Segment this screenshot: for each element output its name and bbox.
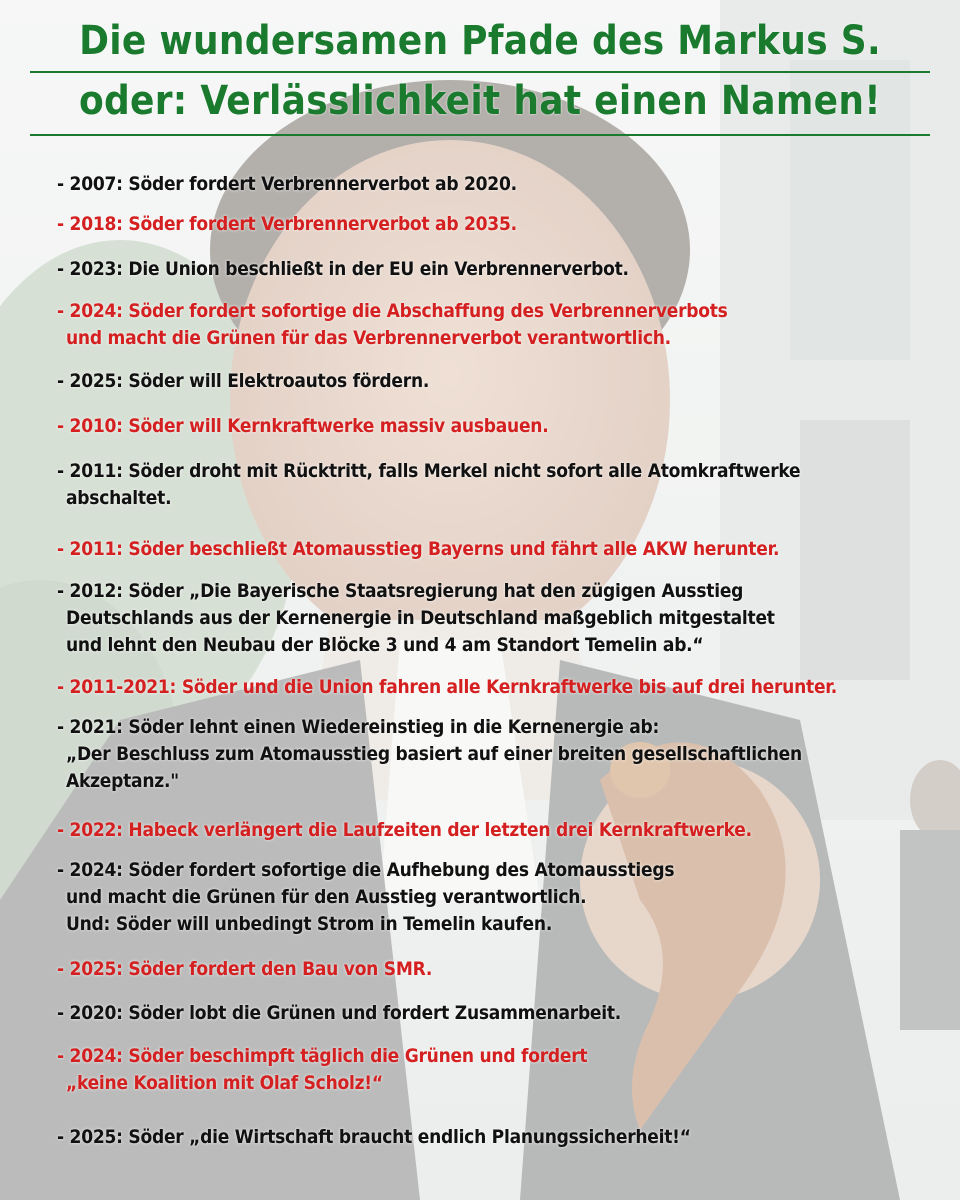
timeline-entry-line: Und: Söder will unbedingt Strom in Temelin kaufen. xyxy=(66,913,553,935)
timeline-entry xyxy=(57,956,947,983)
poster-title-line-1: Die wundersamen Pfade des Markus S. xyxy=(79,18,881,64)
poster-title-line-2: oder: Verlässlichkeit hat einen Namen! xyxy=(78,78,882,124)
timeline-entry-line: - 2012: Söder „Die Bayerische Staatsregierung hat den zügigen Ausstieg xyxy=(57,580,744,602)
timeline-entry xyxy=(57,368,947,395)
timeline-entry xyxy=(57,536,947,563)
timeline-entry xyxy=(57,817,947,844)
timeline-entry-line: - 2011: Söder beschließt Atomausstieg Bayerns und fährt alle AKW herunter. xyxy=(57,538,780,560)
timeline-entry xyxy=(57,857,947,938)
timeline-entry-line: - 2020: Söder lobt die Grünen und fordert Zusammenarbeit. xyxy=(57,1002,622,1024)
timeline-entry-line: - 2025: Söder fordert den Bau von SMR. xyxy=(57,958,433,980)
timeline-entry xyxy=(57,578,947,659)
timeline-entry-line: - 2025: Söder will Elektroautos fördern. xyxy=(57,370,430,392)
timeline-entry-line: - 2007: Söder fordert Verbrennerverbot ab 2020. xyxy=(57,173,517,195)
timeline-entry-line: - 2011-2021: Söder und die Union fahren alle Kernkraftwerke bis auf drei herunter. xyxy=(57,676,838,698)
timeline-entry-line: - 2018: Söder fordert Verbrennerverbot ab 2035. xyxy=(57,213,517,235)
timeline-entry-line: „keine Koalition mit Olaf Scholz!“ xyxy=(66,1072,383,1094)
title-underline-1 xyxy=(30,71,930,73)
timeline-entry xyxy=(57,1043,947,1097)
timeline-entry-line: „Der Beschluss zum Atomausstieg basiert auf einer breiten gesellschaftlichen xyxy=(66,743,802,765)
timeline-entry xyxy=(57,256,947,283)
timeline-entry-line: abschaltet. xyxy=(66,487,172,509)
timeline-entry-line: - 2025: Söder „die Wirtschaft braucht endlich Planungssicherheit!“ xyxy=(57,1126,691,1148)
timeline-entry-line: und macht die Grünen für das Verbrennerverbot verantwortlich. xyxy=(66,327,671,349)
timeline-entry-line: - 2021: Söder lehnt einen Wiedereinstieg in die Kernenergie ab: xyxy=(57,716,660,738)
timeline-entry-line: - 2023: Die Union beschließt in der EU ein Verbrennerverbot. xyxy=(57,258,629,280)
timeline-entry-line: - 2011: Söder droht mit Rücktritt, falls Merkel nicht sofort alle Atomkraftwerke xyxy=(57,460,801,482)
timeline-entry xyxy=(57,211,947,238)
timeline-entry xyxy=(57,413,947,440)
timeline-entry-line: Akzeptanz." xyxy=(66,770,179,792)
timeline-entry-line: - 2010: Söder will Kernkraftwerke massiv ausbauen. xyxy=(57,415,549,437)
timeline-entry-line: Deutschlands aus der Kernenergie in Deutschland maßgeblich mitgestaltet xyxy=(66,607,775,629)
title-underline-2 xyxy=(30,134,930,136)
timeline-entry-line: und macht die Grünen für den Ausstieg verantwortlich. xyxy=(66,886,587,908)
timeline-entry-line: - 2022: Habeck verlängert die Laufzeiten der letzten drei Kernkraftwerke. xyxy=(57,819,752,841)
timeline-entry xyxy=(57,171,947,198)
timeline-entry xyxy=(57,298,947,352)
timeline-entry xyxy=(57,1000,947,1027)
timeline-entry-line: - 2024: Söder fordert sofortige die Abschaffung des Verbrennerverbots xyxy=(57,300,728,322)
timeline-entry xyxy=(57,674,947,701)
timeline-entry xyxy=(57,458,947,512)
timeline-entry xyxy=(57,1124,947,1151)
timeline-entry-line: - 2024: Söder fordert sofortige die Aufhebung des Atomausstiegs xyxy=(57,859,675,881)
timeline-entry-line: - 2024: Söder beschimpft täglich die Grünen und fordert xyxy=(57,1045,588,1067)
timeline-entry-line: und lehnt den Neubau der Blöcke 3 und 4 am Standort Temelin ab.“ xyxy=(66,634,704,656)
timeline-entry xyxy=(57,714,947,795)
